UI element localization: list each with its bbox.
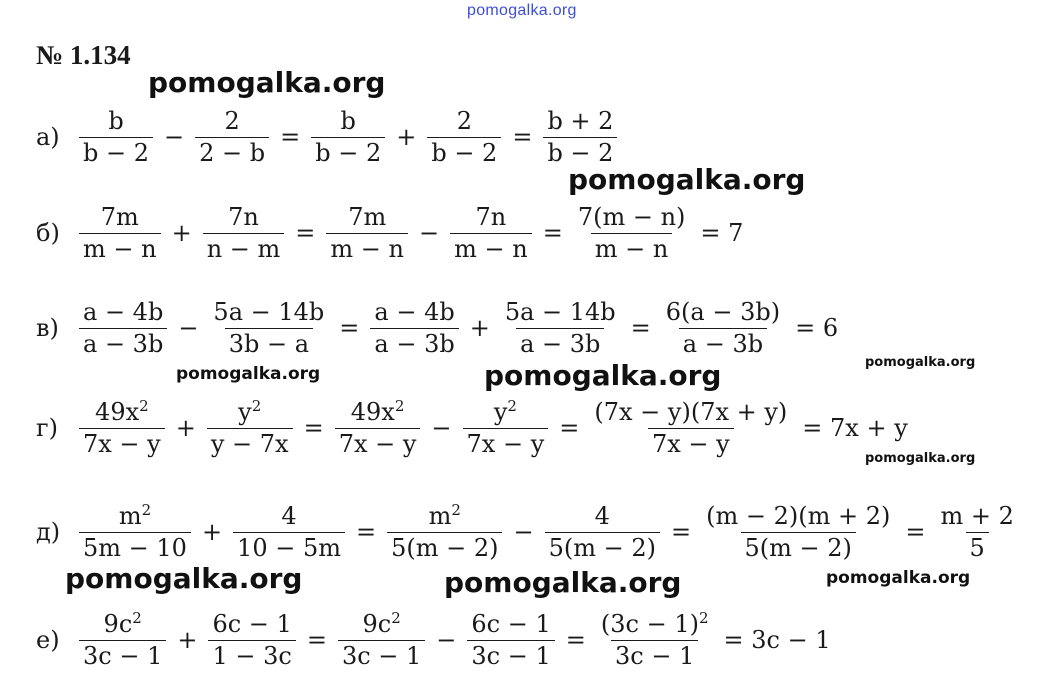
operator: + bbox=[396, 123, 417, 151]
numerator-base: m bbox=[118, 502, 142, 531]
numerator: (7x − y)(7x + y) bbox=[594, 398, 788, 427]
fraction bbox=[323, 204, 411, 262]
fraction bbox=[76, 399, 168, 457]
operator: = bbox=[670, 518, 692, 546]
denominator: b − 2 bbox=[543, 137, 617, 166]
numerator bbox=[115, 503, 155, 531]
operator: − bbox=[164, 123, 185, 151]
watermark: pomogalka.org bbox=[444, 566, 682, 599]
row-label: е) bbox=[36, 626, 60, 654]
numerator-base: 49x bbox=[95, 398, 140, 427]
equation-row-a bbox=[36, 92, 620, 182]
numerator-base: 49x bbox=[350, 398, 395, 427]
numerator-base: y bbox=[238, 398, 252, 427]
result: = 3c − 1 bbox=[723, 626, 831, 654]
denominator: 3c − 1 bbox=[338, 640, 425, 669]
fraction bbox=[76, 299, 170, 357]
numerator: (m − 2)(m + 2) bbox=[706, 502, 891, 531]
denominator: 5(m − 2) bbox=[545, 532, 660, 561]
denominator: a − 3b bbox=[79, 328, 167, 357]
numerator-base: (3c − 1) bbox=[600, 610, 699, 639]
operator: = bbox=[295, 219, 316, 247]
operator: − bbox=[513, 518, 534, 546]
numerator-base: 9c bbox=[103, 610, 133, 639]
denominator: b − 2 bbox=[311, 137, 385, 166]
numerator: 6(a − 3b) bbox=[665, 298, 781, 327]
fraction bbox=[367, 299, 461, 357]
numerator: 6c − 1 bbox=[471, 610, 551, 639]
denominator: y − 7x bbox=[207, 428, 293, 457]
fraction bbox=[192, 108, 272, 166]
exponent: 2 bbox=[391, 609, 401, 628]
denominator: 3c − 1 bbox=[611, 640, 698, 669]
operator: − bbox=[178, 314, 199, 342]
fraction bbox=[699, 503, 897, 561]
watermark: pomogalka.org bbox=[65, 562, 303, 595]
denominator: 10 − 5m bbox=[233, 532, 345, 561]
equation-row-b bbox=[36, 188, 751, 278]
exponent: 2 bbox=[132, 609, 142, 628]
denominator: a − 3b bbox=[679, 328, 767, 357]
fraction bbox=[424, 108, 504, 166]
numerator: 2 bbox=[456, 107, 472, 136]
denominator: b − 2 bbox=[79, 137, 153, 166]
denominator: 3c − 1 bbox=[467, 640, 554, 669]
denominator: 1 − 3c bbox=[208, 640, 295, 669]
equation-row-g bbox=[36, 383, 916, 473]
numerator bbox=[91, 399, 153, 427]
watermark: pomogalka.org bbox=[148, 66, 386, 99]
fraction bbox=[498, 299, 623, 357]
operator: + bbox=[469, 314, 490, 342]
denominator: n − m bbox=[203, 233, 285, 262]
fraction bbox=[230, 503, 348, 561]
fraction bbox=[335, 611, 428, 669]
numerator-base: m bbox=[428, 502, 452, 531]
numerator: b + 2 bbox=[547, 107, 614, 136]
operator: + bbox=[175, 414, 196, 442]
numerator bbox=[490, 399, 521, 427]
fraction bbox=[76, 503, 194, 561]
operator: − bbox=[419, 219, 440, 247]
operator: = bbox=[339, 314, 360, 342]
exponent: 2 bbox=[394, 397, 405, 416]
denominator: 7x − y bbox=[335, 428, 421, 457]
operator: = bbox=[630, 314, 651, 342]
operator: = bbox=[905, 518, 926, 546]
denominator: 7x − y bbox=[463, 428, 549, 457]
numerator: b bbox=[108, 107, 124, 136]
header-url[interactable]: pomogalka.org bbox=[467, 2, 577, 19]
numerator bbox=[234, 399, 265, 427]
operator: + bbox=[177, 626, 198, 654]
exponent: 2 bbox=[141, 501, 152, 520]
operator: − bbox=[431, 414, 452, 442]
fraction bbox=[542, 503, 663, 561]
numerator: 5a − 14b bbox=[213, 298, 325, 327]
row-label: д) bbox=[36, 518, 61, 546]
row-label: а) bbox=[36, 123, 60, 151]
row-label: б) bbox=[36, 219, 60, 247]
denominator: a − 3b bbox=[370, 328, 458, 357]
fraction bbox=[206, 299, 331, 357]
operator: = bbox=[355, 518, 377, 546]
fraction bbox=[571, 204, 693, 262]
fraction bbox=[332, 399, 424, 457]
fraction bbox=[464, 611, 557, 669]
fraction bbox=[384, 503, 505, 561]
denominator: 3b − a bbox=[225, 328, 313, 357]
numerator: a − 4b bbox=[83, 298, 164, 327]
denominator: 3c − 1 bbox=[79, 640, 166, 669]
numerator bbox=[347, 399, 409, 427]
fraction bbox=[659, 299, 787, 357]
denominator: 5 bbox=[966, 532, 989, 561]
numerator: 5a − 14b bbox=[504, 298, 616, 327]
fraction bbox=[447, 204, 535, 262]
fraction bbox=[204, 399, 296, 457]
watermark: pomogalka.org bbox=[176, 364, 321, 384]
numerator: 4 bbox=[281, 502, 297, 531]
operator: = bbox=[565, 626, 586, 654]
denominator: 7x − y bbox=[648, 428, 734, 457]
operator: = bbox=[303, 414, 324, 442]
exponent: 2 bbox=[507, 397, 517, 416]
numerator: a − 4b bbox=[374, 298, 455, 327]
fraction bbox=[76, 204, 164, 262]
watermark: pomogalka.org bbox=[568, 163, 806, 196]
denominator: m − n bbox=[326, 233, 408, 262]
numerator bbox=[425, 503, 465, 531]
row-label: г) bbox=[36, 414, 58, 442]
fraction bbox=[76, 108, 156, 166]
denominator: 2 − b bbox=[195, 137, 269, 166]
exponent: 2 bbox=[698, 609, 709, 628]
fraction bbox=[587, 399, 794, 457]
exponent: 2 bbox=[251, 397, 262, 416]
denominator: b − 2 bbox=[427, 137, 501, 166]
numerator: b bbox=[340, 107, 356, 136]
denominator: 5(m − 2) bbox=[387, 532, 502, 561]
row-label: в) bbox=[36, 314, 59, 342]
fraction bbox=[205, 611, 298, 669]
numerator bbox=[100, 611, 146, 639]
operator: = bbox=[280, 123, 301, 151]
operator: = bbox=[512, 123, 533, 151]
exponent: 2 bbox=[451, 501, 461, 520]
denominator: m − n bbox=[450, 233, 532, 262]
numerator: m + 2 bbox=[940, 502, 1014, 531]
watermark: pomogalka.org bbox=[865, 451, 976, 466]
numerator bbox=[358, 611, 404, 639]
numerator: 7m bbox=[100, 203, 139, 232]
exponent: 2 bbox=[139, 397, 149, 416]
operator: + bbox=[171, 219, 192, 247]
denominator: a − 3b bbox=[516, 328, 604, 357]
operator: − bbox=[436, 626, 457, 654]
numerator bbox=[597, 611, 713, 639]
numerator: 7n bbox=[475, 203, 507, 232]
numerator-base: 9c bbox=[362, 610, 392, 639]
numerator: 2 bbox=[224, 107, 240, 136]
equation-row-e bbox=[36, 595, 839, 685]
problem-number: № 1.134 bbox=[36, 40, 131, 70]
numerator-base: y bbox=[493, 398, 508, 427]
equation-row-v bbox=[36, 283, 846, 373]
operator: = bbox=[306, 626, 327, 654]
result: = 6 bbox=[795, 314, 839, 342]
fraction bbox=[540, 108, 620, 166]
denominator: 5(m − 2) bbox=[741, 532, 856, 561]
fraction bbox=[76, 611, 169, 669]
numerator: 7(m − n) bbox=[577, 203, 686, 232]
result: = 7 bbox=[700, 219, 744, 247]
numerator: 4 bbox=[594, 502, 610, 531]
denominator: m − n bbox=[591, 233, 673, 262]
numerator: 6c − 1 bbox=[212, 610, 292, 639]
result: = 7x + y bbox=[802, 414, 908, 442]
fraction bbox=[933, 503, 1020, 561]
watermark: pomogalka.org bbox=[484, 359, 722, 392]
denominator: 5m − 10 bbox=[79, 532, 191, 561]
watermark: pomogalka.org bbox=[865, 355, 976, 370]
fraction bbox=[594, 611, 716, 669]
operator: + bbox=[201, 518, 223, 546]
operator: = bbox=[542, 219, 563, 247]
fraction bbox=[200, 204, 288, 262]
numerator: 7n bbox=[228, 203, 259, 232]
denominator: 7x − y bbox=[79, 428, 165, 457]
watermark: pomogalka.org bbox=[826, 568, 971, 588]
fraction bbox=[460, 399, 552, 457]
fraction bbox=[308, 108, 388, 166]
numerator: 7m bbox=[348, 203, 387, 232]
denominator: m − n bbox=[79, 233, 161, 262]
operator: = bbox=[559, 414, 580, 442]
